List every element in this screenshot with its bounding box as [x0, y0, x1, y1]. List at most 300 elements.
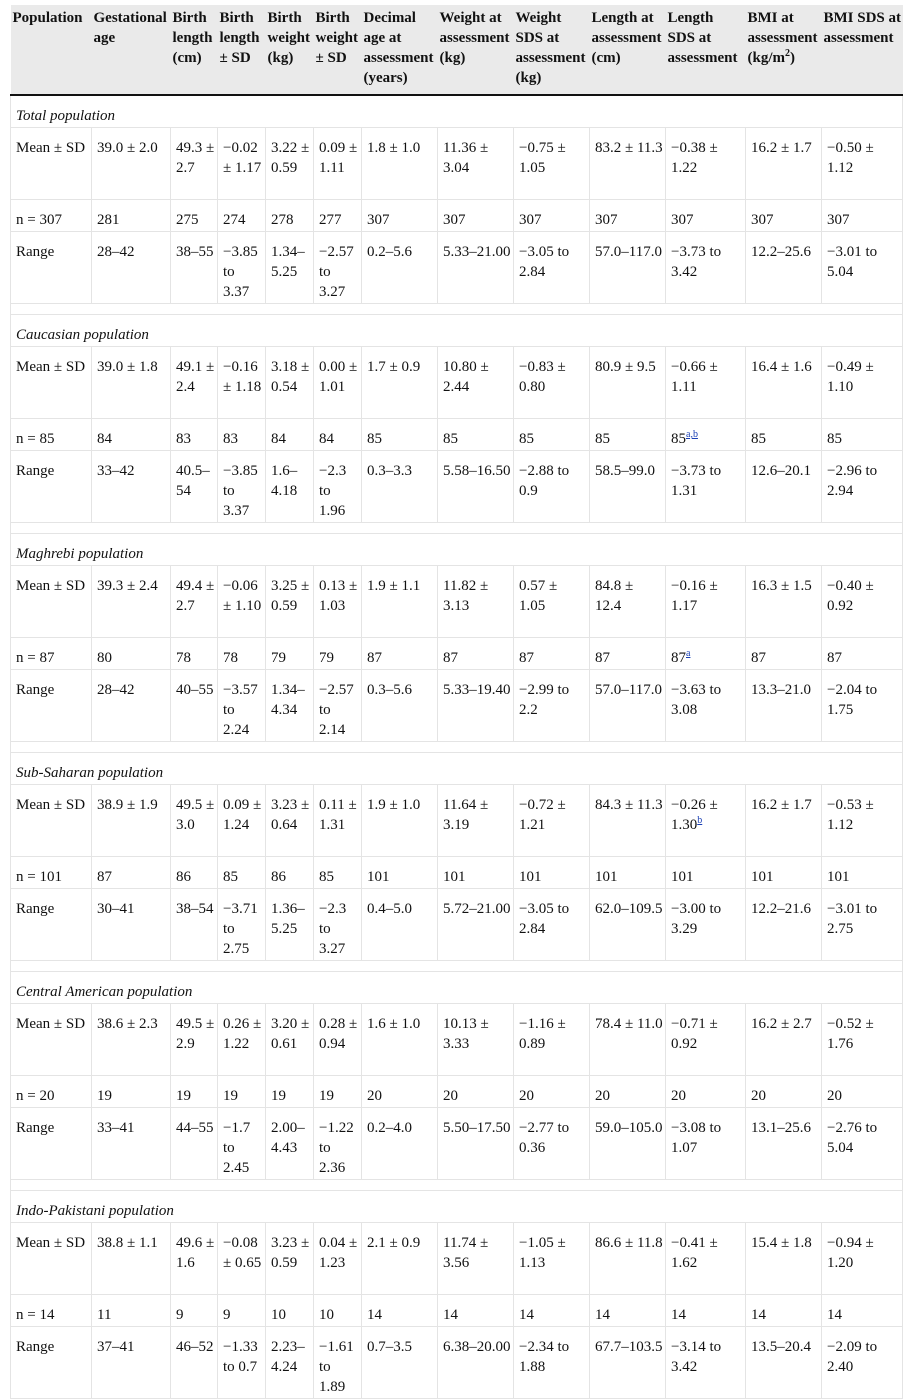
cell-value: −0.49 ± 1.10 — [827, 359, 874, 395]
cell-value: 19 — [319, 1088, 334, 1104]
group-title: Sub-Saharan population — [11, 753, 903, 785]
table-cell — [218, 785, 266, 857]
cell-value: 0.00 ± 1.01 — [319, 359, 358, 395]
table-cell — [362, 785, 438, 857]
cell-value: 84.8 ± 12.4 — [595, 578, 634, 614]
n-row — [11, 857, 903, 889]
cell-value: −0.75 ± 1.05 — [519, 140, 566, 176]
table-cell — [822, 1295, 903, 1327]
table-cell — [362, 232, 438, 304]
cell-value: 20 — [519, 1088, 534, 1104]
table-cell — [666, 347, 746, 419]
table-cell — [92, 670, 171, 742]
table-cell — [314, 857, 362, 889]
cell-value: 84 — [271, 431, 286, 447]
range-row — [11, 451, 903, 523]
table-cell — [590, 128, 666, 200]
cell-value: 49.3 ± 2.7 — [176, 140, 215, 176]
cell-value: 46–52 — [176, 1339, 214, 1355]
table-cell — [438, 451, 514, 523]
mean-sd-row — [11, 1004, 903, 1076]
table-cell — [590, 785, 666, 857]
table-cell — [362, 347, 438, 419]
cell-value: 20 — [367, 1088, 382, 1104]
table-cell — [590, 1108, 666, 1180]
cell-value: −2.57 to 2.14 — [319, 682, 354, 738]
header-bmi — [746, 5, 822, 95]
cell-value: 57.0–117.0 — [595, 244, 662, 260]
table-cell — [438, 670, 514, 742]
range-row — [11, 670, 903, 742]
cell-value: 5.33–19.40 — [443, 682, 511, 698]
cell-value: 16.2 ± 2.7 — [751, 1016, 812, 1032]
cell-value: 10 — [319, 1307, 334, 1323]
cell-value: 12.6–20.1 — [751, 463, 811, 479]
cell-value: 101 — [367, 869, 390, 885]
spacer-cell — [11, 1180, 903, 1191]
table-cell — [314, 889, 362, 961]
table-cell — [666, 566, 746, 638]
table-cell — [171, 1295, 218, 1327]
table-body — [11, 95, 903, 1399]
table-cell — [514, 638, 590, 670]
table-cell — [590, 638, 666, 670]
cell-value: 40–55 — [176, 682, 214, 698]
table-cell — [666, 1223, 746, 1295]
cell-value: 14 — [595, 1307, 610, 1323]
table-cell — [266, 232, 314, 304]
table-cell — [514, 200, 590, 232]
table-cell — [822, 200, 903, 232]
table-cell — [666, 1004, 746, 1076]
table-cell — [822, 347, 903, 419]
table-cell — [514, 347, 590, 419]
cell-value: 307 — [367, 212, 390, 228]
table-cell — [218, 1295, 266, 1327]
table-cell — [746, 670, 822, 742]
cell-value: 85 — [751, 431, 766, 447]
table-cell — [266, 1076, 314, 1108]
row-label: Mean ± SD — [11, 128, 92, 200]
cell-value: −1.33 to 0.7 — [223, 1339, 258, 1375]
table-cell — [590, 451, 666, 523]
table-cell — [514, 419, 590, 451]
mean-sd-row — [11, 347, 903, 419]
table-cell — [438, 1223, 514, 1295]
cell-value: 275 — [176, 212, 199, 228]
row-label: Mean ± SD — [11, 785, 92, 857]
group-title: Maghrebi population — [11, 534, 903, 566]
table-cell — [438, 1004, 514, 1076]
footnote-link[interactable]: b — [697, 815, 703, 826]
table-cell — [822, 419, 903, 451]
table-container — [10, 5, 902, 1399]
table-cell — [171, 889, 218, 961]
cell-value: 14 — [671, 1307, 686, 1323]
cell-value: 87 — [751, 650, 766, 666]
table-cell — [218, 451, 266, 523]
cell-value: 15.4 ± 1.8 — [751, 1235, 812, 1251]
table-cell — [171, 857, 218, 889]
table-cell — [314, 200, 362, 232]
cell-value: 11.82 ± 3.13 — [443, 578, 489, 614]
cell-value: −0.50 ± 1.12 — [827, 140, 874, 176]
cell-value: 87 — [671, 650, 686, 666]
cell-value: −3.85 to 3.37 — [223, 244, 258, 300]
table-cell — [822, 232, 903, 304]
cell-value: 5.72–21.00 — [443, 901, 511, 917]
table-cell — [218, 566, 266, 638]
table-cell — [314, 670, 362, 742]
table-cell — [514, 785, 590, 857]
table-cell — [438, 128, 514, 200]
table-cell — [438, 566, 514, 638]
group-heading-row — [11, 95, 903, 128]
table-cell — [666, 889, 746, 961]
header-weight-sds: Weight SDS at assessment (kg) — [514, 5, 590, 95]
table-cell — [822, 1327, 903, 1399]
row-label: n = 85 — [11, 419, 92, 451]
table-cell — [590, 1295, 666, 1327]
table-cell — [171, 1108, 218, 1180]
table-cell — [362, 1108, 438, 1180]
table-cell — [92, 1076, 171, 1108]
table-cell — [314, 232, 362, 304]
group-spacer — [11, 742, 903, 753]
row-label: n = 20 — [11, 1076, 92, 1108]
header-row — [11, 5, 903, 95]
cell-value: 11.74 ± 3.56 — [443, 1235, 489, 1271]
cell-value: −2.3 to 1.96 — [319, 463, 347, 519]
table-cell — [590, 200, 666, 232]
cell-value: 20 — [751, 1088, 766, 1104]
table-cell — [314, 1223, 362, 1295]
table-cell — [514, 1108, 590, 1180]
table-cell — [92, 419, 171, 451]
table-cell — [362, 1004, 438, 1076]
cell-value: 101 — [827, 869, 850, 885]
cell-value: −3.05 to 2.84 — [519, 901, 570, 937]
cell-value: 19 — [223, 1088, 238, 1104]
header-population: Population — [11, 5, 92, 95]
cell-value: 0.2–4.0 — [367, 1120, 412, 1136]
cell-value: −3.57 to 2.24 — [223, 682, 258, 738]
table-cell — [822, 566, 903, 638]
cell-value: 67.7–103.5 — [595, 1339, 663, 1355]
table-cell — [171, 1327, 218, 1399]
cell-value: 12.2–21.6 — [751, 901, 811, 917]
table-cell — [314, 128, 362, 200]
cell-value: 14 — [751, 1307, 766, 1323]
cell-value: 58.5–99.0 — [595, 463, 655, 479]
table-cell — [822, 451, 903, 523]
table-cell — [666, 1076, 746, 1108]
cell-value: −3.73 to 1.31 — [671, 463, 722, 499]
table-cell — [666, 419, 746, 451]
cell-value: −3.85 to 3.37 — [223, 463, 258, 519]
group-title: Central American population — [11, 972, 903, 1004]
table-cell — [514, 1327, 590, 1399]
cell-value: 49.5 ± 3.0 — [176, 797, 215, 833]
table-cell — [666, 451, 746, 523]
cell-value: −2.09 to 2.40 — [827, 1339, 878, 1375]
table-cell — [746, 638, 822, 670]
table-cell — [266, 1327, 314, 1399]
table-cell — [746, 889, 822, 961]
table-cell — [218, 1076, 266, 1108]
cell-value: 307 — [443, 212, 466, 228]
table-cell — [666, 857, 746, 889]
table-cell — [92, 1327, 171, 1399]
row-label: Range — [11, 670, 92, 742]
table-cell — [218, 128, 266, 200]
cell-value: −3.05 to 2.84 — [519, 244, 570, 280]
cell-value: 85 — [519, 431, 534, 447]
cell-value: 101 — [751, 869, 774, 885]
cell-value: 38–55 — [176, 244, 214, 260]
table-cell — [666, 1327, 746, 1399]
cell-value: −0.94 ± 1.20 — [827, 1235, 874, 1271]
table-cell — [666, 638, 746, 670]
n-row — [11, 1076, 903, 1108]
cell-value: 11 — [97, 1307, 112, 1323]
cell-value: 1.36–5.25 — [271, 901, 305, 937]
spacer-cell — [11, 304, 903, 315]
cell-value: 79 — [271, 650, 286, 666]
table-cell — [92, 128, 171, 200]
table-cell — [171, 670, 218, 742]
table-cell — [746, 451, 822, 523]
table-cell — [514, 889, 590, 961]
table-cell — [746, 1327, 822, 1399]
cell-value: 20 — [671, 1088, 686, 1104]
cell-value: 277 — [319, 212, 342, 228]
table-cell — [218, 200, 266, 232]
cell-value: 78 — [223, 650, 238, 666]
cell-value: 39.3 ± 2.4 — [97, 578, 158, 594]
cell-value: 49.1 ± 2.4 — [176, 359, 215, 395]
table-cell — [266, 451, 314, 523]
cell-value: 0.28 ± 0.94 — [319, 1016, 358, 1052]
cell-value: 85 — [443, 431, 458, 447]
table-cell — [666, 670, 746, 742]
cell-value: −0.16 ± 1.18 — [223, 359, 262, 395]
cell-value: 278 — [271, 212, 294, 228]
table-cell — [362, 1327, 438, 1399]
cell-value: 101 — [671, 869, 694, 885]
table-cell — [266, 347, 314, 419]
table-cell — [362, 128, 438, 200]
table-cell — [590, 670, 666, 742]
table-cell — [92, 1108, 171, 1180]
header-bmi-text: BMI at assessment (kg/m — [747, 10, 818, 66]
cell-value: 80 — [97, 650, 112, 666]
cell-value: 307 — [671, 212, 694, 228]
cell-value: 274 — [223, 212, 246, 228]
footnote-link[interactable]: a,b — [686, 429, 698, 440]
table-cell — [746, 128, 822, 200]
table-cell — [746, 785, 822, 857]
group-spacer — [11, 961, 903, 972]
group-title: Caucasian population — [11, 315, 903, 347]
table-cell — [590, 1004, 666, 1076]
cell-value: 38.9 ± 1.9 — [97, 797, 158, 813]
cell-value: 87 — [827, 650, 842, 666]
cell-value: −3.73 to 3.42 — [671, 244, 722, 280]
cell-value: 20 — [595, 1088, 610, 1104]
cell-value: 30–41 — [97, 901, 135, 917]
cell-value: −3.00 to 3.29 — [671, 901, 722, 937]
table-cell — [822, 638, 903, 670]
header-bmi-sup: 2 — [785, 48, 790, 59]
table-cell — [666, 1295, 746, 1327]
table-cell — [171, 1004, 218, 1076]
cell-value: 1.8 ± 1.0 — [367, 140, 421, 156]
table-cell — [266, 670, 314, 742]
cell-value: 85 — [223, 869, 238, 885]
cell-value: 86 — [271, 869, 286, 885]
table-cell — [746, 857, 822, 889]
cell-value: −0.41 ± 1.62 — [671, 1235, 718, 1271]
cell-value: 0.57 ± 1.05 — [519, 578, 558, 614]
cell-value: 85 — [595, 431, 610, 447]
cell-value: 83 — [176, 431, 191, 447]
cell-value: −0.38 ± 1.22 — [671, 140, 718, 176]
table-cell — [92, 1223, 171, 1295]
cell-value: −2.76 to 5.04 — [827, 1120, 878, 1156]
cell-value: −2.57 to 3.27 — [319, 244, 354, 300]
header-bmi-sds: BMI SDS at assessment — [822, 5, 903, 95]
cell-value: −0.06 ± 1.10 — [223, 578, 262, 614]
spacer-cell — [11, 961, 903, 972]
cell-value: 83.2 ± 11.3 — [595, 140, 663, 156]
table-cell — [314, 1327, 362, 1399]
group-heading-row — [11, 1191, 903, 1223]
cell-value: 86.6 ± 11.8 — [595, 1235, 663, 1251]
cell-value: −2.34 to 1.88 — [519, 1339, 570, 1375]
table-cell — [362, 638, 438, 670]
header-birth-length-sd: Birth length ± SD — [218, 5, 266, 95]
n-row — [11, 1295, 903, 1327]
cell-value: −1.61 to 1.89 — [319, 1339, 354, 1395]
group-heading-row — [11, 534, 903, 566]
cell-value: 14 — [367, 1307, 382, 1323]
table-cell — [590, 419, 666, 451]
cell-value: 3.18 ± 0.54 — [271, 359, 310, 395]
table-cell — [171, 232, 218, 304]
table-cell — [171, 128, 218, 200]
cell-value: −2.88 to 0.9 — [519, 463, 570, 499]
table-cell — [514, 451, 590, 523]
cell-value: −3.14 to 3.42 — [671, 1339, 722, 1375]
cell-value: −0.83 ± 0.80 — [519, 359, 566, 395]
header-weight: Weight at assessment (kg) — [438, 5, 514, 95]
table-cell — [314, 1076, 362, 1108]
table-cell — [92, 1004, 171, 1076]
table-cell — [218, 1327, 266, 1399]
table-cell — [171, 347, 218, 419]
cell-value: 13.3–21.0 — [751, 682, 811, 698]
cell-value: 57.0–117.0 — [595, 682, 662, 698]
cell-value: 0.13 ± 1.03 — [319, 578, 358, 614]
cell-value: 11.64 ± 3.19 — [443, 797, 489, 833]
cell-value: 49.5 ± 2.9 — [176, 1016, 215, 1052]
table-cell — [171, 566, 218, 638]
cell-value: 14 — [519, 1307, 534, 1323]
cell-value: 85 — [319, 869, 334, 885]
cell-value: −2.04 to 1.75 — [827, 682, 878, 718]
cell-value: −0.71 ± 0.92 — [671, 1016, 718, 1052]
table-cell — [362, 1295, 438, 1327]
cell-value: 0.3–3.3 — [367, 463, 412, 479]
cell-value: 10.80 ± 2.44 — [443, 359, 489, 395]
table-cell — [666, 128, 746, 200]
footnote-link[interactable]: a — [686, 648, 691, 659]
row-label: Range — [11, 889, 92, 961]
table-cell — [314, 419, 362, 451]
row-label: Mean ± SD — [11, 1223, 92, 1295]
table-cell — [171, 638, 218, 670]
table-cell — [218, 1004, 266, 1076]
group-spacer — [11, 1180, 903, 1191]
table-cell — [362, 1223, 438, 1295]
population-anthropometry-table — [10, 5, 903, 1399]
row-label: n = 14 — [11, 1295, 92, 1327]
mean-sd-row — [11, 785, 903, 857]
table-cell — [746, 1295, 822, 1327]
table-cell — [666, 1108, 746, 1180]
header-length-sds: Length SDS at assessment — [666, 5, 746, 95]
cell-value: 40.5–54 — [176, 463, 210, 499]
table-cell — [822, 670, 903, 742]
cell-value: 20 — [827, 1088, 842, 1104]
cell-value: 9 — [223, 1307, 231, 1323]
cell-value: −1.16 ± 0.89 — [519, 1016, 566, 1052]
row-label: n = 87 — [11, 638, 92, 670]
table-cell — [590, 566, 666, 638]
spacer-cell — [11, 523, 903, 534]
cell-value: 9 — [176, 1307, 184, 1323]
table-cell — [218, 347, 266, 419]
cell-value: 16.2 ± 1.7 — [751, 140, 812, 156]
cell-value: −0.08 ± 0.65 — [223, 1235, 262, 1271]
table-cell — [171, 1076, 218, 1108]
cell-value: 80.9 ± 9.5 — [595, 359, 656, 375]
cell-value: 101 — [443, 869, 466, 885]
table-cell — [266, 1004, 314, 1076]
table-cell — [514, 1004, 590, 1076]
cell-value: 3.23 ± 0.59 — [271, 1235, 310, 1271]
cell-value: −3.63 to 3.08 — [671, 682, 722, 718]
cell-value: 0.4–5.0 — [367, 901, 412, 917]
table-cell — [266, 1108, 314, 1180]
table-cell — [514, 566, 590, 638]
cell-value: 49.4 ± 2.7 — [176, 578, 215, 614]
table-cell — [590, 347, 666, 419]
cell-value: −3.71 to 2.75 — [223, 901, 258, 957]
cell-value: 2.23–4.24 — [271, 1339, 305, 1375]
cell-value: 307 — [519, 212, 542, 228]
group-heading-row — [11, 972, 903, 1004]
cell-value: −3.08 to 1.07 — [671, 1120, 722, 1156]
table-cell — [822, 1076, 903, 1108]
group-title: Indo-Pakistani population — [11, 1191, 903, 1223]
n-row — [11, 638, 903, 670]
table-cell — [266, 128, 314, 200]
table-cell — [218, 1108, 266, 1180]
cell-value: 0.09 ± 1.11 — [319, 140, 358, 176]
cell-value: 44–55 — [176, 1120, 214, 1136]
